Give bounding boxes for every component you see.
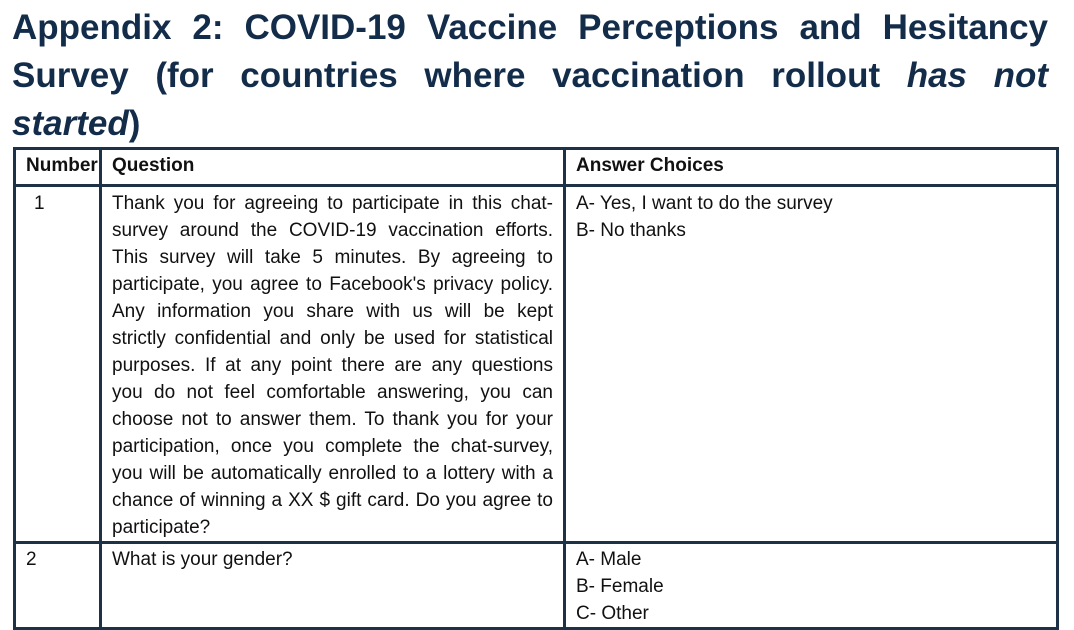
row-answer-choices xyxy=(565,186,1058,543)
row-answer-choices xyxy=(565,543,1058,629)
answer-choice: A- Yes, I want to do the survey xyxy=(576,193,833,214)
answer-list xyxy=(576,546,1046,627)
answer-choice: B- Female xyxy=(576,576,664,597)
heading-emphasis: has not started xyxy=(12,56,1048,143)
heading-text: Appendix 2: COVID-19 Vaccine Perceptions and Hesitancy Survey (for countries where vaccination rollout xyxy=(12,8,1048,95)
answer-list xyxy=(576,190,1046,244)
header-answer-choices: Answer Choices xyxy=(565,149,1058,186)
answer-choice: B- No thanks xyxy=(576,220,686,241)
heading-closing: ) xyxy=(128,104,141,143)
table-header-row xyxy=(15,149,1058,186)
row-question: What is your gender? xyxy=(101,543,565,629)
table-row xyxy=(15,186,1058,543)
table-row xyxy=(15,543,1058,629)
answer-choice: A- Male xyxy=(576,549,642,570)
row-number: 1 xyxy=(15,186,101,543)
row-number: 2 xyxy=(15,543,101,629)
survey-table xyxy=(13,147,1059,630)
answer-choice: C- Other xyxy=(576,603,649,624)
header-number: Number xyxy=(15,149,101,186)
appendix-heading xyxy=(12,4,1048,148)
row-question: Thank you for agreeing to participate in this chat-survey around the COVID-19 vaccination efforts. This survey will take 5 minutes. By agreeing to participate, you agree to Facebook's privacy policy. Any information you share with us will be kept strictly confidential and only be used for statistical purposes. If at any point there are any questions you do not feel comfortable answering, you can choose not to answer them. To thank you for your participation, once you complete the chat-survey, you will be automatically enrolled to a lottery with a chance of winning a XX $ gift card. Do you agree to participate? xyxy=(101,186,565,543)
header-question: Question xyxy=(101,149,565,186)
